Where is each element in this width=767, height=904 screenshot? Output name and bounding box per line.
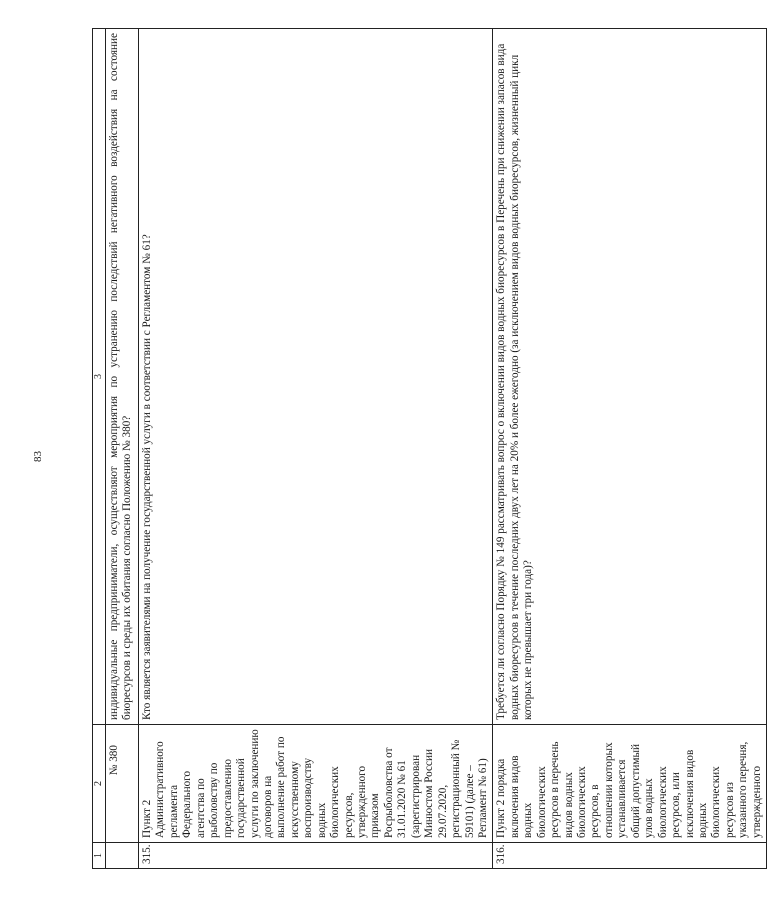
question-text: индивидуальные предприниматели, осуществляют мероприятия по устранению последствий негативного воздействия на состояние биоресурсов и среды их обитания согласно Положению № 380? xyxy=(106,29,139,725)
row-number: 315. xyxy=(139,843,493,869)
legal-reference: Пункт 2 Административного регламента Федерального агентства по рыболовству по предоставлению государственной услуги по заключению договоров на выполнение работ по искусственному воспроизводству водных биологических ресурсов, утвержденного приказом Росрыболовства от 31.01.2020 № 61 (зарегистрирован Минюстом России 29.07.2020, регистрационный № 59101) (далее – Регламент № 61) xyxy=(139,725,493,843)
header-col-2: 2 xyxy=(93,725,106,843)
table-row xyxy=(106,29,139,869)
question-text: Кто является заявителями на получение государственной услуги в соответствии с Регламентом № 61? xyxy=(139,29,493,725)
legal-reference: Пункт 2 порядка включения видов водных биологических ресурсов в перечень видов водных биологических ресурсов, в отношении которых устанавливается общий допустимый улов водных биологических ресурсов, или исключения видов водных биологических ресурсов из указанного перечня, утвержденного xyxy=(493,725,767,843)
table-row xyxy=(139,29,493,869)
header-col-3: 3 xyxy=(93,29,106,725)
question-text: Требуется ли согласно Порядку № 149 рассматривать вопрос о включении видов водных биоресурсов в Перечень при снижении запасов вида водных биоресурсов в течение последних двух лет на 20% и более ежегодно (за исключением видов водных биоресурсов, жизненный цикл которых не превышает три года)? xyxy=(493,29,767,725)
legal-reference: № 380 xyxy=(106,725,139,843)
header-col-1: 1 xyxy=(93,843,106,869)
questions-table xyxy=(92,28,767,869)
row-number: 316. xyxy=(493,843,767,869)
table-row xyxy=(493,29,767,869)
table-header-row xyxy=(93,29,106,869)
page-number: 83 xyxy=(32,451,44,462)
rotated-table-container xyxy=(92,29,763,869)
row-number xyxy=(106,843,139,869)
